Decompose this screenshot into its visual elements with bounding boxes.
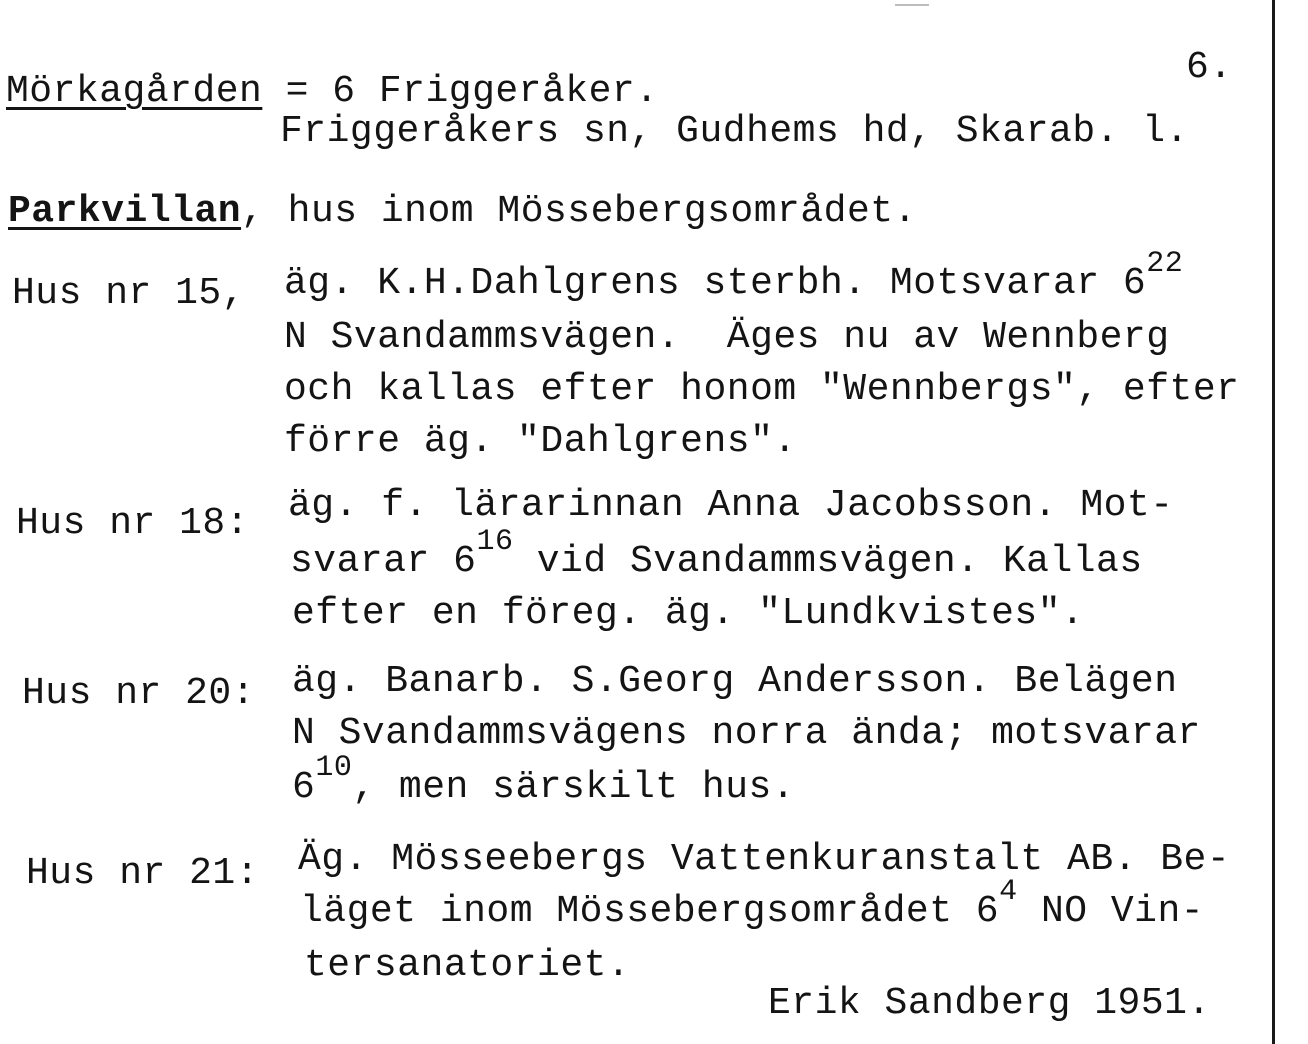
hus-15-line-1-text: äg. K.H.Dahlgrens sterbh. Motsvarar 6: [284, 262, 1147, 305]
hus-21-line-2-b: NO Vin-: [1017, 890, 1205, 933]
hus-21-line-1: Äg. Mösseebergs Vattenkuranstalt AB. Be-: [298, 838, 1231, 881]
label-hus-18: Hus nr 18:: [16, 502, 250, 545]
hus-20-line-3: [292, 751, 796, 810]
hus-18-line-3: efter en föreg. äg. "Lundkvistes".: [292, 592, 1085, 635]
hus-18-line-1: äg. f. lärarinnan Anna Jacobsson. Mot-: [288, 484, 1174, 527]
hus-21-line-2-a: läget inom Mössebergsområdet 6: [300, 890, 1000, 933]
hus-21-line-2: [300, 875, 1205, 934]
hus-20-superscript: 10: [315, 751, 353, 785]
scan-mark: [895, 4, 929, 6]
entry-morkagarden: [6, 70, 659, 114]
entry-morkagarden-line-2: Friggeråkers sn, Gudhems hd, Skarab. l.: [280, 110, 1189, 153]
card-right-edge: [1272, 0, 1275, 1044]
hus-18-line-2: [290, 525, 1143, 584]
label-hus-21: Hus nr 21:: [26, 852, 260, 895]
hus-20-line-3-a: 6: [292, 766, 316, 809]
label-hus-20: Hus nr 20:: [22, 672, 256, 715]
hus-18-superscript: 16: [476, 525, 514, 559]
hus-15-line-4: förre äg. "Dahlgrens".: [284, 420, 797, 463]
hus-15-line-2: N Svandammsvägen. Äges nu av Wennberg: [284, 316, 1170, 359]
hus-21-superscript: 4: [999, 875, 1018, 909]
hus-21-line-3: tersanatoriet.: [304, 944, 631, 987]
signature: Erik Sandberg 1951.: [768, 982, 1211, 1025]
card-number: 6.: [1186, 46, 1233, 89]
heading-parkvillan: Parkvillan: [8, 190, 242, 233]
hus-20-line-3-b: , men särskilt hus.: [352, 766, 796, 809]
hus-20-line-2: N Svandammsvägens norra ända; motsvarar: [292, 712, 1201, 755]
hus-15-line-1: [284, 247, 1184, 306]
label-hus-15: Hus nr 15,: [12, 272, 246, 315]
entry-parkvillan: [8, 190, 917, 234]
entry-morkagarden-line-1: = 6 Friggeråker.: [262, 70, 659, 113]
hus-15-superscript: 22: [1146, 247, 1184, 281]
hus-15-line-3: och kallas efter honom "Wennbergs", efter: [284, 368, 1240, 411]
entry-parkvillan-line-1: , hus inom Mössebergsområdet.: [241, 190, 917, 233]
hus-18-line-2-a: svarar 6: [290, 540, 477, 583]
heading-morkagarden: Mörkagården: [6, 70, 263, 113]
hus-20-line-1: äg. Banarb. S.Georg Andersson. Belägen: [292, 660, 1178, 703]
hus-18-line-2-b: vid Svandammsvägen. Kallas: [513, 540, 1143, 583]
